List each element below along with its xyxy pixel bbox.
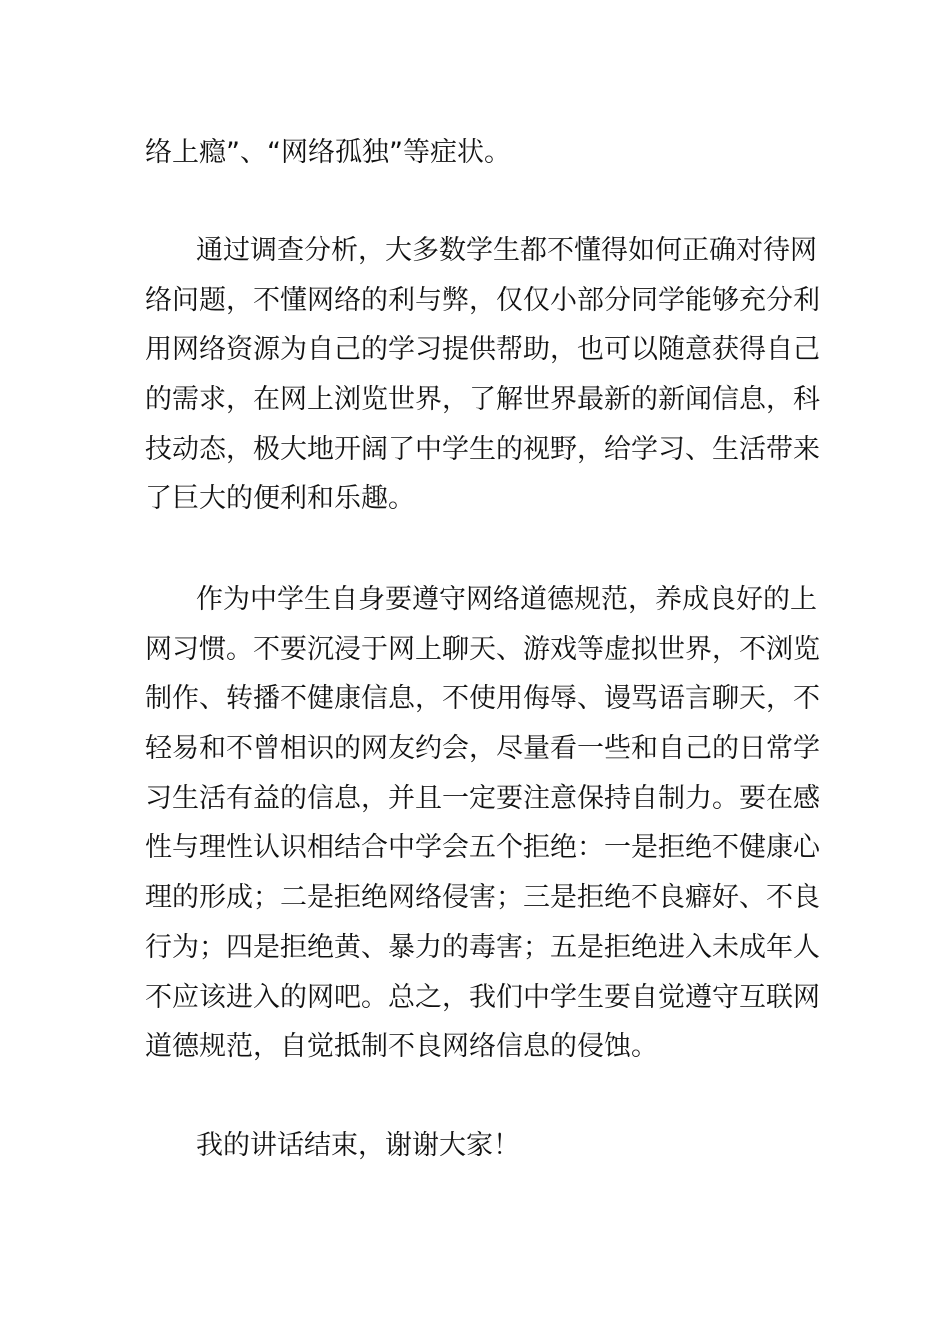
text-line: 轻易和不曾相识的网友约会，尽量看一些和自己的日常学 [145,733,820,765]
text-line: 理的形成；二是拒绝网络侵害；三是拒绝不良癖好、不良 [145,882,820,914]
text-line: 技动态，极大地开阔了中学生的视野，给学习、生活带来 [145,433,820,465]
text-line: 用网络资源为自己的学习提供帮助，也可以随意获得自己 [145,334,820,366]
text-line: 络问题，不懂网络的利与弊，仅仅小部分同学能够充分利 [145,284,820,316]
text-line: 道德规范，自觉抵制不良网络信息的侵蚀。 [145,1031,658,1063]
text-line: 作为中学生自身要遵守网络道德规范，养成良好的上 [196,584,817,615]
text-line: 通过调查分析，大多数学生都不懂得如何正确对待网 [196,235,817,266]
text-line: 的需求，在网上浏览世界，了解世界最新的新闻信息，科 [145,384,820,416]
paragraph-student-conduct [145,575,820,1072]
text-line: 络上瘾”、“网络孤独”等症状。 [145,137,511,168]
text-line: 不应该进入的网吧。总之，我们中学生要自觉遵守互联网 [145,981,820,1013]
text-line: 了巨大的便利和乐趣。 [145,483,415,515]
paragraph-continuation [145,128,813,178]
text-line: 我的讲话结束，谢谢大家！ [196,1130,520,1161]
text-line: 习生活有益的信息，并且一定要注意保持自制力。要在感 [145,782,820,814]
paragraph-survey-analysis [145,226,820,524]
paragraph-closing [145,1121,813,1171]
text-line: 性与理性认识相结合中学会五个拒绝：一是拒绝不健康心 [145,832,820,864]
text-line: 制作、转播不健康信息，不使用侮辱、谩骂语言聊天，不 [145,683,820,715]
text-line: 行为；四是拒绝黄、暴力的毒害；五是拒绝进入未成年人 [145,931,820,963]
text-line: 网习惯。不要沉浸于网上聊天、游戏等虚拟世界，不浏览 [145,633,820,665]
